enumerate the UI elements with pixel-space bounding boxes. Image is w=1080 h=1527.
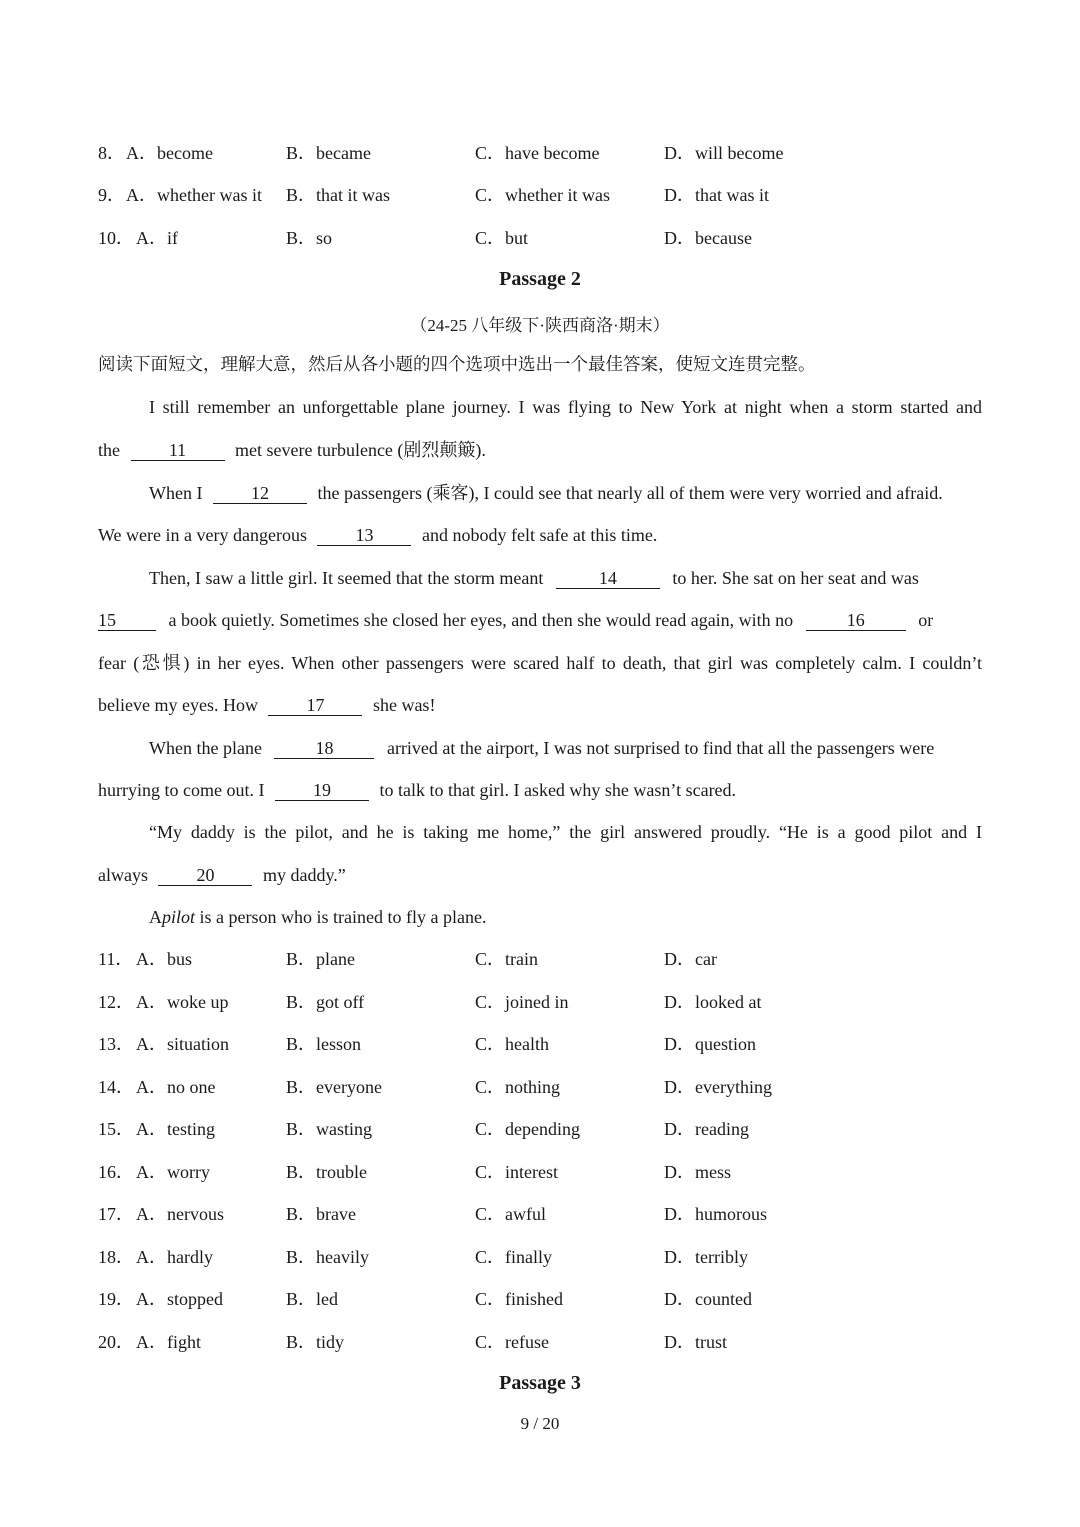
question-number: 16．: [98, 1162, 134, 1182]
option-a: A．worry: [136, 1162, 210, 1182]
blank-18: 18: [274, 738, 374, 759]
option-d: D．looked at: [664, 992, 762, 1012]
option-d: D．counted: [664, 1289, 752, 1309]
passage-source: （24-25 八年级下·陕西商洛·期末）: [410, 316, 670, 335]
pilot-note: [149, 905, 982, 929]
paragraph-text: hurrying to come out. I: [98, 780, 265, 800]
option-a: A．if: [136, 228, 178, 248]
paragraph-3-line-3: [98, 651, 982, 675]
option-d: D．car: [664, 949, 717, 969]
option-b: B．brave: [286, 1204, 356, 1224]
option-b: B．plane: [286, 949, 355, 969]
question-number: 15．: [98, 1119, 134, 1139]
option-a: A．hardly: [136, 1247, 213, 1267]
option-c: C．refuse: [475, 1332, 549, 1352]
paragraph-2-line-1: [149, 481, 982, 505]
option-b: B．became: [286, 143, 371, 163]
paragraph-5-line-1: [149, 820, 982, 844]
paragraph-text: “My daddy is the pilot, and he is taking me home,” the girl answered proudly. “He is a good pilot and I: [149, 822, 982, 842]
option-c: C．depending: [475, 1119, 580, 1139]
option-d: D．mess: [664, 1162, 731, 1182]
option-b: B．trouble: [286, 1162, 367, 1182]
option-c: C．but: [475, 228, 529, 248]
option-c: C．nothing: [475, 1077, 561, 1097]
paragraph-text: or: [918, 610, 934, 630]
option-d: D．question: [664, 1034, 756, 1054]
question-number: 18．: [98, 1247, 134, 1267]
question-number: 20．: [98, 1332, 134, 1352]
option-b: B．everyone: [286, 1077, 382, 1097]
option-c: C．finally: [475, 1247, 552, 1267]
option-c: C．health: [475, 1034, 549, 1054]
option-b: B．lesson: [286, 1034, 362, 1054]
option-a: A．stopped: [136, 1289, 223, 1309]
option-d: D．because: [664, 228, 752, 248]
paragraph-3-line-4: [98, 693, 982, 717]
blank-11: 11: [131, 440, 225, 461]
blank-19: 19: [275, 780, 369, 801]
option-b: B．wasting: [286, 1119, 373, 1139]
question-number: 8．: [98, 143, 125, 163]
paragraph-text: I still remember an unforgettable plane journey. I was flying to New York at night when a storm started and: [149, 397, 982, 417]
question-number: 9．: [98, 185, 125, 205]
option-a: A．whether was it: [126, 185, 262, 205]
paragraph-text: always: [98, 865, 148, 885]
option-a: A．become: [126, 143, 213, 163]
paragraph-text: When the plane: [149, 738, 262, 758]
blank-15: 15: [98, 610, 156, 631]
paragraph-text: a book quietly. Sometimes she closed her eyes, and then she would read again, with no: [168, 610, 794, 630]
paragraph-1-line-2: [98, 438, 982, 462]
paragraph-text: A: [149, 907, 162, 927]
paragraph-text: fear (恐惧) in her eyes. When other passengers were scared half to death, that girl was completely calm. I couldn’t: [98, 653, 982, 673]
paragraph-3-line-2: [98, 608, 982, 632]
passage-3-title: Passage 3: [499, 1372, 581, 1394]
paragraph-text: she was!: [372, 695, 436, 715]
paragraph-text: the: [98, 440, 120, 460]
option-b: B．tidy: [286, 1332, 345, 1352]
blank-17: 17: [268, 695, 362, 716]
option-d: D．will become: [664, 143, 784, 163]
paragraph-text: to talk to that girl. I asked why she wasn’t scared.: [379, 780, 737, 800]
paragraph-3-line-1: [149, 566, 982, 590]
blank-14: 14: [556, 568, 660, 589]
option-d: D．humorous: [664, 1204, 767, 1224]
paragraph-text: We were in a very dangerous: [98, 525, 307, 545]
blank-12: 12: [213, 483, 307, 504]
option-d: D．trust: [664, 1332, 727, 1352]
paragraph-text: and nobody felt safe at this time.: [421, 525, 658, 545]
question-number: 19．: [98, 1289, 134, 1309]
paragraph-text: the passengers (乘客), I could see that nearly all of them were very worried and afraid.: [317, 483, 943, 503]
paragraph-4-line-2: [98, 778, 982, 802]
paragraph-text: believe my eyes. How: [98, 695, 258, 715]
option-b: B．heavily: [286, 1247, 369, 1267]
blank-20: 20: [158, 865, 252, 886]
option-c: C．joined in: [475, 992, 569, 1012]
question-number: 12．: [98, 992, 134, 1012]
option-a: A．testing: [136, 1119, 215, 1139]
option-d: D．that was it: [664, 185, 769, 205]
option-b: B．led: [286, 1289, 338, 1309]
option-b: B．got off: [286, 992, 365, 1012]
option-c: C．interest: [475, 1162, 558, 1182]
option-d: D．everything: [664, 1077, 772, 1097]
option-c: C．have become: [475, 143, 600, 163]
blank-16: 16: [806, 610, 906, 631]
question-number: 11．: [98, 949, 134, 969]
option-c: C．awful: [475, 1204, 546, 1224]
paragraph-text: met severe turbulence (剧烈颠簸).: [235, 440, 486, 460]
paragraph-text: arrived at the airport, I was not surprised to find that all the passengers were: [386, 738, 935, 758]
paragraph-2-line-2: [98, 523, 982, 547]
option-a: A．bus: [136, 949, 193, 969]
option-a: A．no one: [136, 1077, 216, 1097]
option-d: D．terribly: [664, 1247, 748, 1267]
option-a: A．woke up: [136, 992, 229, 1012]
option-a: A．nervous: [136, 1204, 224, 1224]
option-d: D．reading: [664, 1119, 749, 1139]
paragraph-text: to her. She sat on her seat and was: [672, 568, 919, 588]
paragraph-text: my daddy.”: [262, 865, 346, 885]
note-keyword: pilot: [162, 907, 196, 927]
question-number: 17．: [98, 1204, 134, 1224]
paragraph-text: When I: [149, 483, 203, 503]
option-c: C．finished: [475, 1289, 563, 1309]
paragraph-4-line-1: [149, 736, 982, 760]
instruction-text: 阅读下面短文，理解大意，然后从各小题的四个选项中选出一个最佳答案，使短文连贯完整。: [98, 354, 816, 374]
paragraph-5-line-2: [98, 863, 982, 887]
question-number: 10．: [98, 228, 134, 248]
paragraph-text: Then, I saw a little girl. It seemed that the storm meant: [149, 568, 544, 588]
option-b: B．so: [286, 228, 333, 248]
page-number: 9 / 20: [520, 1414, 560, 1433]
paragraph-text: is a person who is trained to fly a plane.: [199, 907, 487, 927]
question-number: 13．: [98, 1034, 134, 1054]
option-c: C．whether it was: [475, 185, 610, 205]
passage-2-title: Passage 2: [499, 268, 581, 290]
option-a: A．situation: [136, 1034, 229, 1054]
option-a: A．fight: [136, 1332, 201, 1352]
paragraph-1-line-1: [149, 395, 982, 419]
option-c: C．train: [475, 949, 538, 969]
question-number: 14．: [98, 1077, 134, 1097]
option-b: B．that it was: [286, 185, 390, 205]
blank-13: 13: [317, 525, 411, 546]
